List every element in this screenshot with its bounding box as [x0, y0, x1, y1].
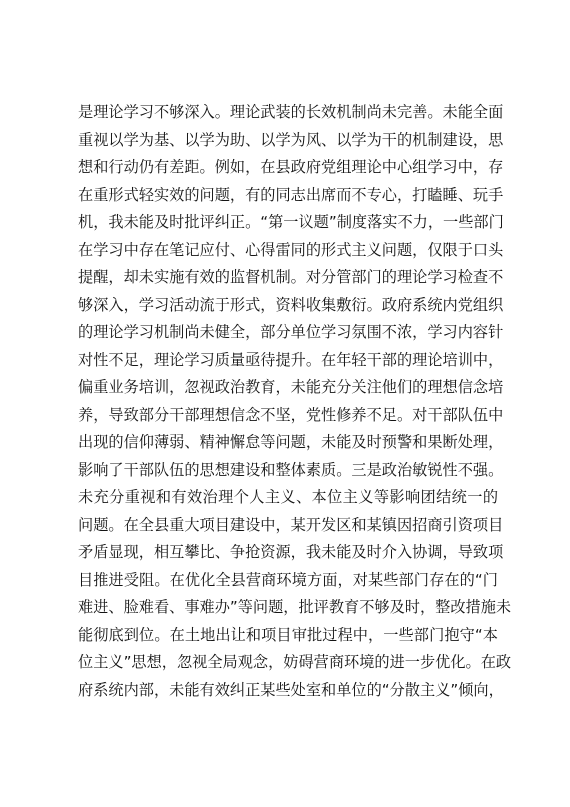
text-line: 问题。在全县重大项目建设中，某开发区和某镇因招商引资项目 [78, 515, 504, 534]
text-line: 机，我未能及时批评纠正。“第一议题”制度落实不力，一些部门 [78, 213, 504, 231]
text-line: 够深入，学习活动流于形式，资料收集敷衍。政府系统内党组织 [78, 295, 504, 314]
text-line: 影响了干部队伍的思想建设和整体素质。三是政治敏锐性不强。 [78, 460, 504, 479]
text-line: 在学习中存在笔记应付、心得雷同的形式主义问题，仅限于口头 [78, 240, 504, 259]
text-line: 出现的信仰薄弱、精神懈怠等问题，未能及时预警和果断处理， [78, 433, 504, 451]
text-line: 位主义”思想，忽视全局观念，妨碍营商环境的进一步优化。在政 [78, 653, 512, 671]
text-line: 是理论学习不够深入。理论武装的长效机制尚未完善。未能全面 [78, 103, 504, 121]
text-line: 提醒，却未实施有效的监督机制。对分管部门的理论学习检查不 [78, 268, 504, 286]
text-line: 想和行动仍有差距。例如，在县政府党组理论中心组学习中，存 [78, 158, 504, 176]
text-line: 矛盾显现，相互攀比、争抢资源，我未能及时介入协调，导致项 [78, 543, 504, 561]
text-line: 府系统内部，未能有效纠正某些处室和单位的“分散主义”倾向， [78, 680, 504, 699]
text-line: 对性不足，理论学习质量亟待提升。在年轻干部的理论培训中， [78, 350, 504, 369]
text-line: 养，导致部分干部理想信念不坚，党性修养不足。对干部队伍中 [78, 405, 504, 424]
text-line: 能彻底到位。在土地出让和项目审批过程中，一些部门抱守“本 [78, 625, 498, 644]
text-line: 难进、脸难看、事难办”等问题，批评教育不够及时，整改措施未 [78, 598, 512, 616]
text-line: 偏重业务培训，忽视政治教育，未能充分关注他们的理想信念培 [78, 378, 504, 396]
text-line: 的理论学习机制尚未健全，部分单位学习氛围不浓，学习内容针 [78, 323, 504, 341]
text-line: 未充分重视和有效治理个人主义、本位主义等影响团结统一的 [78, 488, 498, 506]
text-line: 重视以学为基、以学为助、以学为风、以学为干的机制建设，思 [78, 130, 504, 149]
body-paragraph [78, 99, 512, 704]
text-line: 目推进受阻。在优化全县营商环境方面，对某些部门存在的“门 [78, 570, 498, 589]
text-line: 在重形式轻实效的问题，有的同志出席而不专心，打瞌睡、玩手 [78, 185, 504, 204]
